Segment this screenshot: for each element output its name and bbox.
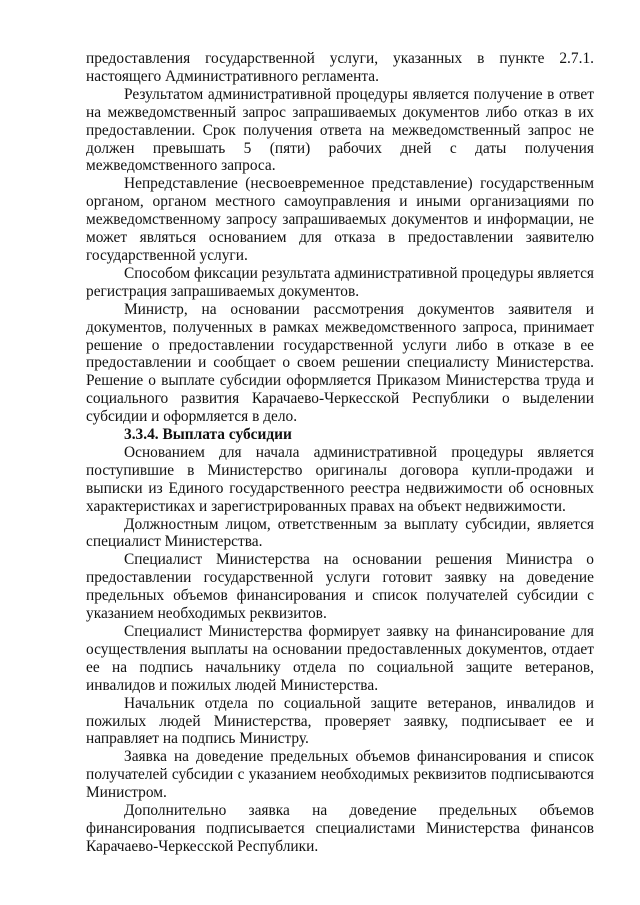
paragraph-responsible: Должностным лицом, ответственным за выплату субсидии, является специалист Министерства. [86,515,594,551]
paragraph-specialist-forms: Специалист Министерства формирует заявку на финансирование для осуществления выплаты на основании предоставленных документов, отдает ее на подпись начальнику отдела по социальной защите ветеранов, инвалидов и пожилых людей Министерства. [86,623,594,694]
paragraph-basis: Основанием для начала административной процедуры является поступившие в Министерство оригиналы договора купли-продажи и выписки из Единого государственного реестра недвижимости об основных характеристиках и зарегистрированных правах на объект недвижимости. [86,443,594,515]
section-heading: 3.3.4. Выплата субсидии [124,426,292,444]
paragraph-result: Результатом административной процедуры является получение в ответ на межведомственный запрос запрашиваемых документов либо отказ в их предоставлении. Срок получения ответа на межведомственный запрос не должен превышать 5 (пяти) рабочих дней с даты получения межведомственного запроса. [86,85,594,175]
paragraph-minister-decision: Министр, на основании рассмотрения документов заявителя и документов, полученных в рамках межведомственного запроса, принимает решение о предоставлении государственной услуги либо в отказе в ее предоставлении и сообщает о своем решении специалисту Министерства. Решение о выплате субсидии оформляется Приказом Министерства труда и социального развития Карачаево-Черкесской Республики о выделении субсидии и оформляется в дело. [86,300,594,426]
paragraph-non-submission: Непредставление (несвоевременное представление) государственным органом, органом местного самоуправления и иными организациями по межведомственному запросу запрашиваемых документов и информации, не может являться основанием для отказа в предоставлении заявителю государственной услуги. [86,175,594,264]
paragraph-additionally: Дополнительно заявка на доведение предельных объемов финансирования подписывается специалистами Министерства финансов Карачаево-Черкесской Республики. [86,802,594,855]
paragraph-continuation: предоставления государственной услуги, указанных в пункте 2.7.1. настоящего Административного регламента. [86,50,594,85]
paragraph-fixation: Способом фиксации результата административной процедуры является регистрация запрашиваемых документов. [86,264,594,300]
paragraph-department-head: Начальник отдела по социальной защите ветеранов, инвалидов и пожилых людей Министерства, проверяет заявку, подписывает ее и направляет на подпись Министру. [86,694,594,748]
paragraph-specialist-prepares: Специалист Министерства на основании решения Министра о предоставлении государственной услуги готовит заявку на доведение предельных объемов финансирования и список получателей субсидии с указанием необходимых реквизитов. [86,551,594,623]
paragraph-signed-by-minister: Заявка на доведение предельных объемов финансирования и список получателей субсидии с указанием необходимых реквизитов подписываются Министром. [86,748,594,802]
document-page [86,50,594,856]
